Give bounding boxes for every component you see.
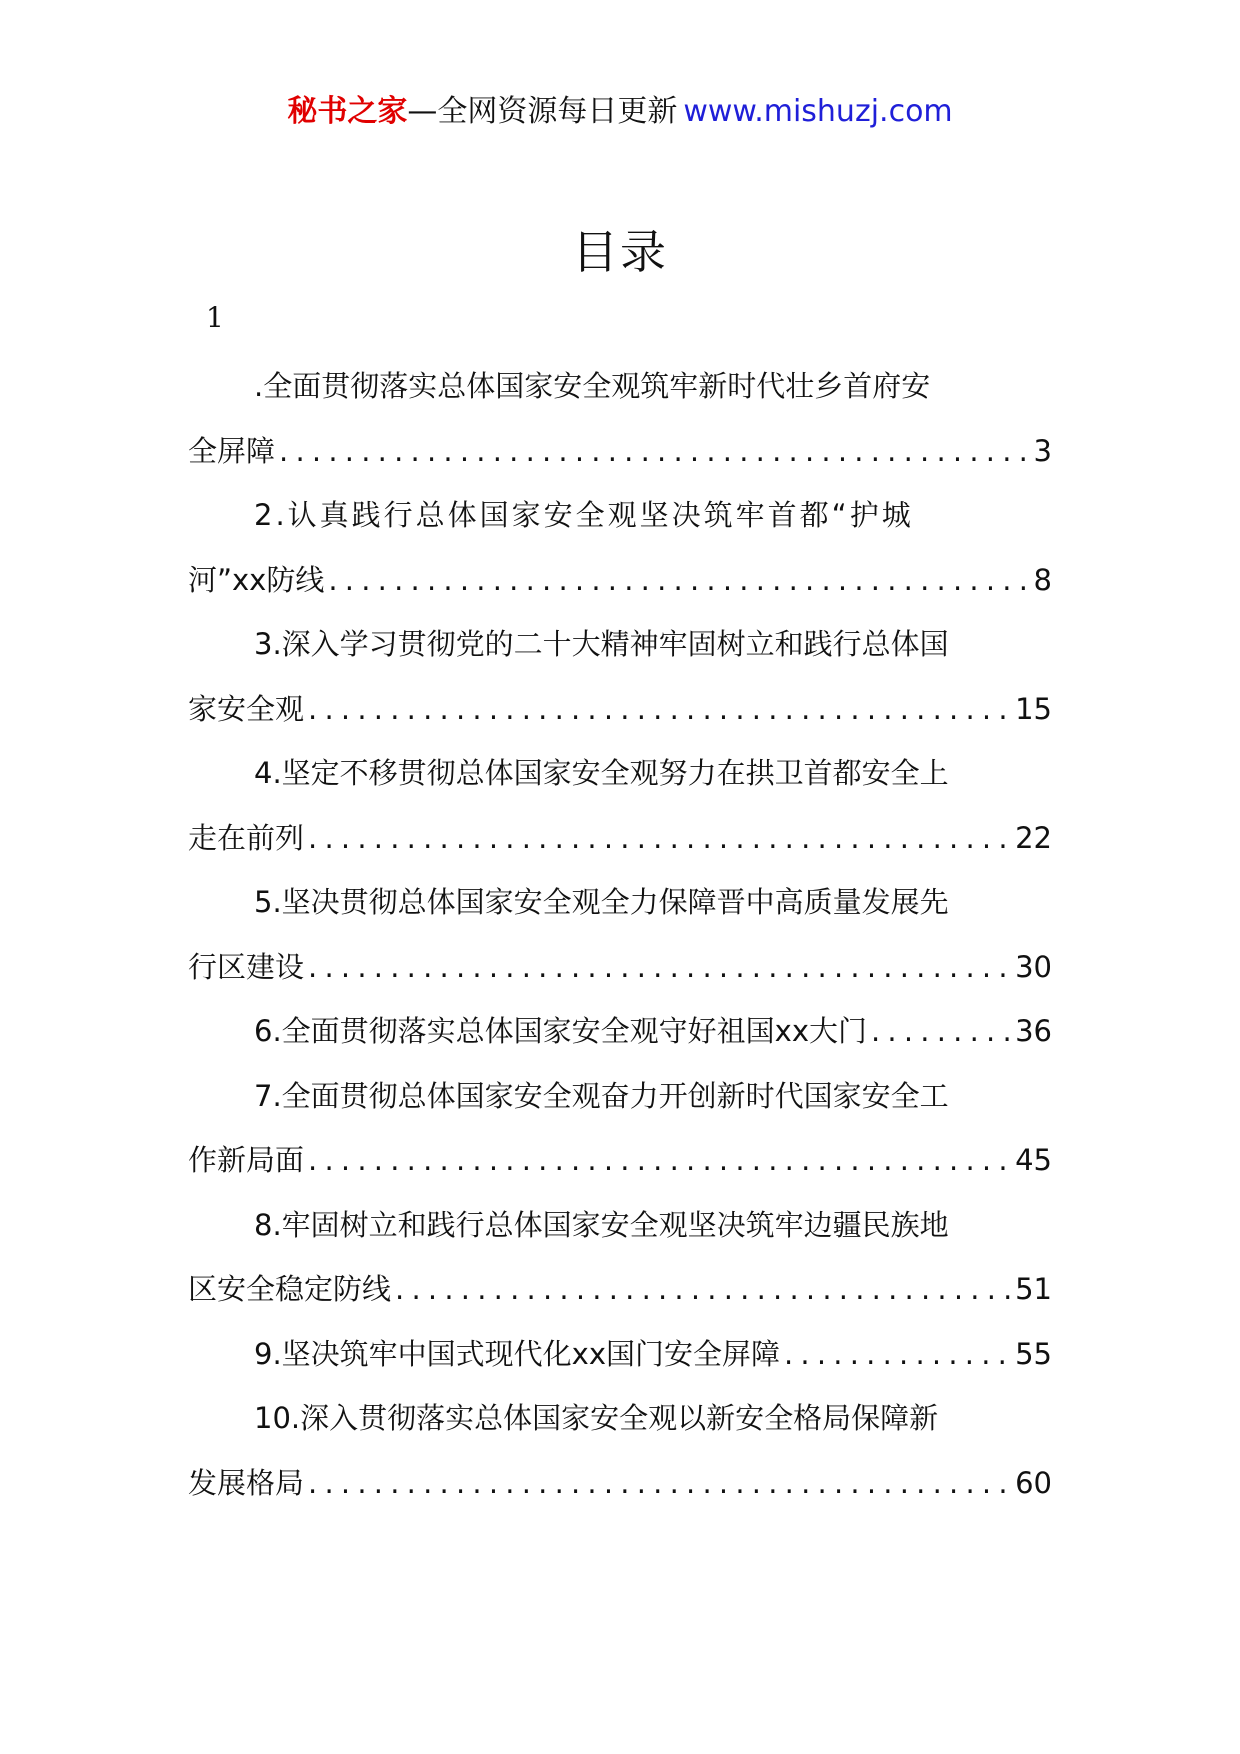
toc-entry-title: 10.深入贯彻落实总体国家安全观以新安全格局保障新 xyxy=(254,1401,939,1435)
table-of-contents xyxy=(188,354,1052,1515)
toc-entry[interactable] xyxy=(188,1322,1052,1387)
toc-entry-last-line xyxy=(188,419,1052,484)
toc-entry-title: 9.坚决筑牢中国式现代化xx国门安全屏障 xyxy=(254,1336,780,1371)
dot-leader xyxy=(308,935,1013,1000)
toc-entry-title: .全面贯彻落实总体国家安全观筑牢新时代壮乡首府安 xyxy=(254,369,931,403)
toc-page-number: 8 xyxy=(1033,562,1052,597)
toc-entry-title-cont: 全屏障 xyxy=(188,433,276,468)
dot-leader xyxy=(279,419,1032,484)
dot-leader xyxy=(308,1128,1013,1193)
site-url-link[interactable]: www.mishuzj.com xyxy=(683,94,953,129)
toc-page-number: 22 xyxy=(1015,820,1052,855)
toc-page-number: 51 xyxy=(1015,1272,1052,1306)
toc-entry-title-cont: 发展格局 xyxy=(188,1465,305,1500)
toc-entry[interactable] xyxy=(188,483,1052,612)
dot-leader xyxy=(871,999,1013,1064)
toc-entry-title: 4.坚定不移贯彻总体国家安全观努力在拱卫首都安全上 xyxy=(254,756,949,790)
toc-entry-title-cont: 走在前列 xyxy=(188,820,305,855)
toc-entry-first-line xyxy=(188,612,1052,677)
toc-entry-first-line xyxy=(188,1064,1052,1129)
toc-page-number: 36 xyxy=(1015,1014,1052,1048)
toc-entry[interactable] xyxy=(188,354,1052,483)
toc-entry[interactable] xyxy=(188,1386,1052,1515)
toc-page-number: 45 xyxy=(1015,1143,1052,1177)
toc-entry[interactable] xyxy=(188,612,1052,741)
dot-leader xyxy=(308,677,1013,742)
brand-name: 秘书之家 xyxy=(287,94,408,129)
toc-page-number: 3 xyxy=(1033,433,1052,468)
toc-entry-title-cont: 家安全观 xyxy=(188,691,305,726)
dot-leader xyxy=(308,1451,1013,1516)
toc-entry-first-line xyxy=(188,870,1052,935)
toc-entry-title-cont: 行区建设 xyxy=(188,949,305,984)
toc-entry-last-line xyxy=(188,935,1052,1000)
toc-entry-first-line xyxy=(188,483,1052,548)
toc-entry-title: 3.深入学习贯彻党的二十大精神牢固树立和践行总体国 xyxy=(254,627,949,661)
toc-entry-first-line xyxy=(188,354,1052,419)
toc-page-number: 15 xyxy=(1015,691,1052,726)
toc-entry-title-cont: 作新局面 xyxy=(188,1143,305,1177)
toc-entry-last-line xyxy=(188,548,1052,613)
toc-entry-last-line xyxy=(188,1257,1052,1322)
toc-page-number: 30 xyxy=(1015,949,1052,984)
toc-page-number: 60 xyxy=(1015,1465,1052,1500)
toc-entry-title: 7.全面贯彻总体国家安全观奋力开创新时代国家安全工 xyxy=(254,1078,949,1113)
toc-entry-last-line xyxy=(188,1451,1052,1516)
toc-entry-first-line xyxy=(188,741,1052,806)
toc-entry[interactable] xyxy=(188,870,1052,999)
toc-entry-title: 6.全面贯彻落实总体国家安全观守好祖国xx大门 xyxy=(254,1014,867,1048)
toc-entry-title: 8.牢固树立和践行总体国家安全观坚决筑牢边疆民族地 xyxy=(254,1207,949,1242)
toc-entry[interactable] xyxy=(188,1193,1052,1322)
toc-entry-first-line xyxy=(188,1386,1052,1451)
toc-entry-last-line xyxy=(188,677,1052,742)
toc-entry-title: 5.坚决贯彻总体国家安全观全力保障晋中高质量发展先 xyxy=(254,885,949,919)
dot-leader xyxy=(328,548,1031,613)
toc-page-number: 55 xyxy=(1015,1336,1052,1371)
toc-entry-title-cont: 区安全稳定防线 xyxy=(188,1272,392,1306)
dot-leader xyxy=(308,806,1013,871)
toc-entry[interactable] xyxy=(188,1064,1052,1193)
site-header xyxy=(0,92,1240,132)
toc-entry-first-line xyxy=(188,1193,1052,1258)
toc-entry[interactable] xyxy=(188,741,1052,870)
toc-entry-single-line xyxy=(188,999,1052,1064)
dot-leader xyxy=(784,1322,1013,1387)
page-title: 目录 xyxy=(572,225,668,279)
toc-entry[interactable] xyxy=(188,999,1052,1064)
dot-leader xyxy=(395,1257,1013,1322)
toc-entry-title: 2.认真践行总体国家安全观坚决筑牢首都“护城 xyxy=(254,498,914,532)
toc-entry-single-line xyxy=(188,1322,1052,1387)
toc-entry-title-cont: 河”xx防线 xyxy=(188,562,325,597)
toc-entry-last-line xyxy=(188,806,1052,871)
stray-page-number: 1 xyxy=(206,301,224,334)
header-tagline: —全网资源每日更新 xyxy=(407,94,678,129)
toc-entry-last-line xyxy=(188,1128,1052,1193)
